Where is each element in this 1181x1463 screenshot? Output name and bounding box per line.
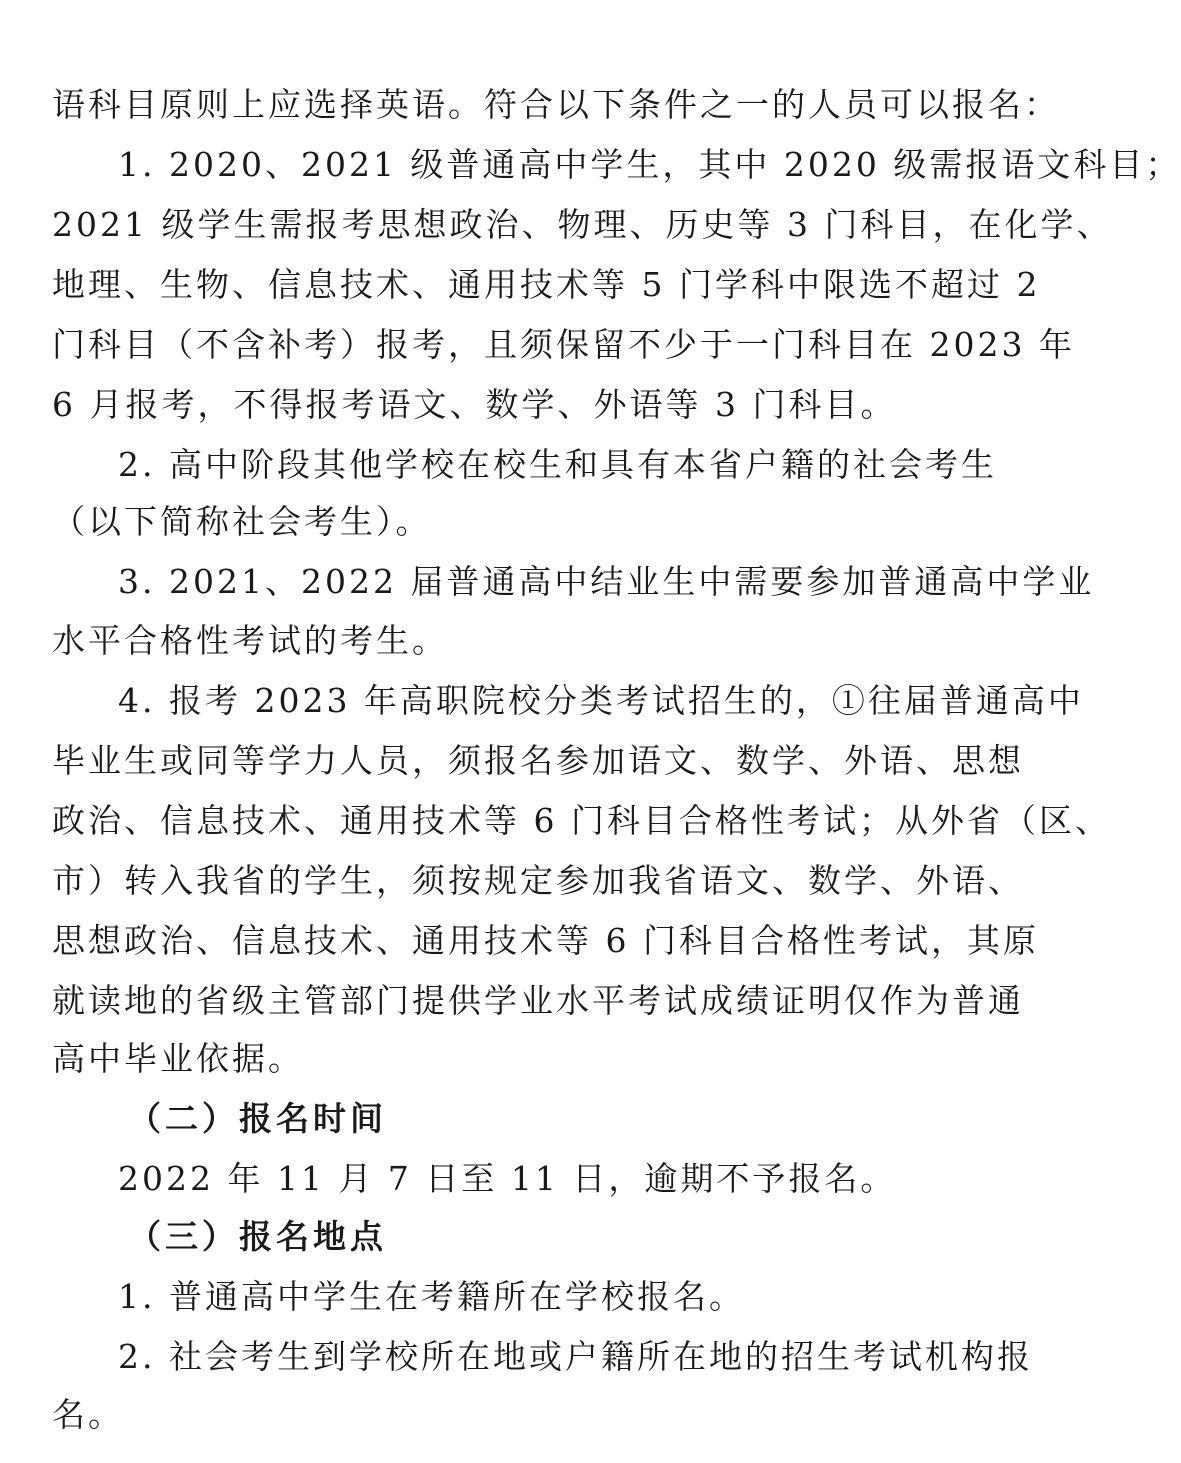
text-line: 门科目（不含补考）报考，且须保留不少于一门科目在 2023 年: [52, 325, 1075, 364]
text-line: 1. 2020、2021 级普通高中学生，其中 2020 级需报语文科目；: [118, 145, 1181, 184]
text-line: 地理、生物、信息技术、通用技术等 5 门学科中限选不超过 2: [52, 265, 1041, 304]
text-line: 政治、信息技术、通用技术等 6 门科目合格性考试；从外省（区、: [52, 801, 1111, 840]
text-line: （以下简称社会考生）。: [52, 502, 432, 541]
text-line: 思想政治、信息技术、通用技术等 6 门科目合格性考试，其原: [52, 921, 1039, 960]
text-line: 2. 社会考生到学校所在地或户籍所在地的招生考试机构报: [118, 1337, 1033, 1376]
text-line: 4. 报考 2023 年高职院校分类考试招生的，①往届普通高中: [118, 681, 1084, 720]
section-heading: （二）报名时间: [128, 1099, 387, 1138]
text-line: 语科目原则上应选择英语。符合以下条件之一的人员可以报名：: [52, 85, 1060, 124]
text-line: 高中毕业依据。: [52, 1039, 304, 1078]
text-line: 就读地的省级主管部门提供学业水平考试成绩证明仅作为普通: [52, 981, 1024, 1020]
text-line: 3. 2021、2022 届普通高中结业生中需要参加普通高中学业: [118, 562, 1095, 601]
text-line: 2. 高中阶段其他学校在校生和具有本省户籍的社会考生: [118, 445, 997, 484]
text-line: 毕业生或同等学力人员，须报名参加语文、数学、外语、思想: [52, 741, 1024, 780]
text-line: 名。: [52, 1395, 124, 1434]
text-line: 市）转入我省的学生，须按规定参加我省语文、数学、外语、: [52, 861, 1024, 900]
text-line: 1. 普通高中学生在考籍所在学校报名。: [118, 1277, 745, 1316]
text-line: 水平合格性考试的考生。: [52, 621, 448, 660]
text-line: 2022 年 11 月 7 日至 11 日，逾期不予报名。: [118, 1159, 897, 1198]
text-line: 2021 级学生需报考思想政治、物理、历史等 3 门科目，在化学、: [52, 205, 1113, 244]
text-line: 6 月报考，不得报考语文、数学、外语等 3 门科目。: [52, 385, 897, 424]
section-heading: （三）报名地点: [128, 1217, 387, 1256]
